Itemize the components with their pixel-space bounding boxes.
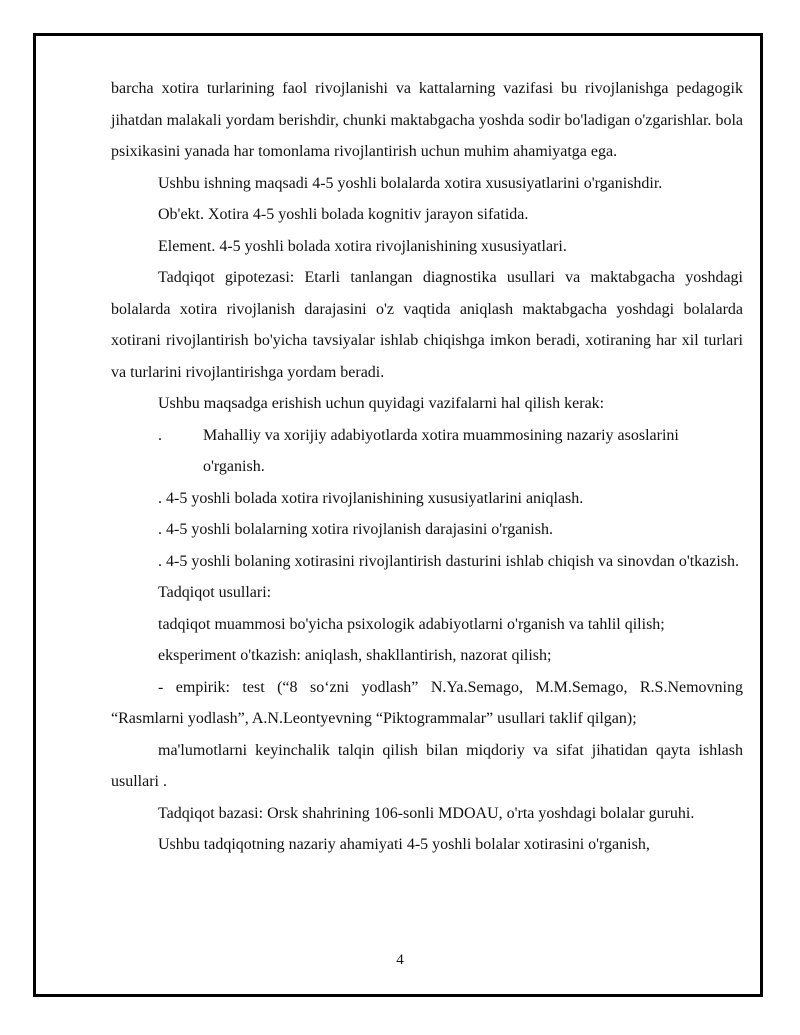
method-item-1: tadqiqot muammosi bo'yicha psixologik adabiyotlarni o'rganish va tahlil qilish; xyxy=(158,615,665,633)
paragraph-goal: Ushbu ishning maqsadi 4-5 yoshli bolalarda xotira xususiyatlarini o'rganishdir. xyxy=(158,174,663,192)
paragraph-hypothesis: Tadqiqot gipotezasi: Etarli tanlangan diagnostika usullari va maktabgacha yoshdagi bolalarda xotira rivojlanish darajasini o'z vaqtida aniqlash maktabgacha yoshdagi bolalarda xotirani rivojlantirish bo'yicha tavsiyalar ishlab chiqishga imkon beradi, xotiraning har xil turlari va turlarini rivojlantirishga yordam beradi. xyxy=(111,269,743,381)
paragraph-intro: barcha xotira turlarining faol rivojlanishi va kattalarning vazifasi bu rivojlanishga pedagogik jihatdan malakali yordam berishdir, chunki maktabgacha yoshda sodir bo'ladigan o'zgarishlar. bola psixikasini yanada har tomonlama rivojlantirish uchun muhim ahamiyatga ega. xyxy=(111,80,743,160)
paragraph-object: Ob'ekt. Xotira 4-5 yoshli bolada kognitiv jarayon sifatida. xyxy=(158,206,529,223)
document-body xyxy=(111,73,743,861)
paragraph-research-base: Tadqiqot bazasi: Orsk shahrining 106-sonli MDOAU, o'rta yoshdagi bolalar guruhi. xyxy=(158,804,695,822)
task-item-4: . 4-5 yoshli bolaning xotirasini rivojlantirish dasturini ishlab chiqish va sinovdan o'tkazish. xyxy=(158,552,740,570)
task-item-1 xyxy=(111,420,743,483)
paragraph-tasks-intro: Ushbu maqsadga erishish uchun quyidagi vazifalarni hal qilish kerak: xyxy=(158,395,605,412)
page-number: 4 xyxy=(396,952,404,968)
task-item-1-text: Mahalliy va xorijiy adabiyotlarda xotira muammosining nazariy asoslarini o'rganish. xyxy=(203,426,679,475)
paragraph-methods-heading: Tadqiqot usullari: xyxy=(158,584,272,601)
method-item-3: - empirik: test (“8 so‘zni yodlash” N.Ya.Semago, M.M.Semago, R.S.Nemovning “Rasmlarni yodlash”, A.N.Leontyevning “Piktogrammalar” usullari taklif qilgan); xyxy=(111,678,743,727)
paragraph-element: Element. 4-5 yoshli bolada xotira rivojlanishining xususiyatlari. xyxy=(158,237,567,255)
method-item-2: eksperiment o'tkazish: aniqlash, shakllantirish, nazorat qilish; xyxy=(158,647,552,664)
task-item-2: . 4-5 yoshli bolada xotira rivojlanishining xususiyatlarini aniqlash. xyxy=(158,489,584,507)
paragraph-theoretical-significance: Ushbu tadqiqotning nazariy ahamiyati 4-5 yoshli bolalar xotirasini o'rganish, xyxy=(158,836,650,853)
task-item-3: . 4-5 yoshli bolalarning xotira rivojlanish darajasini o'rganish. xyxy=(158,521,553,538)
method-item-4: ma'lumotlarni keyinchalik talqin qilish bilan miqdoriy va sifat jihatidan qayta ishlash usullari . xyxy=(111,741,743,790)
list-marker: . xyxy=(158,426,162,444)
